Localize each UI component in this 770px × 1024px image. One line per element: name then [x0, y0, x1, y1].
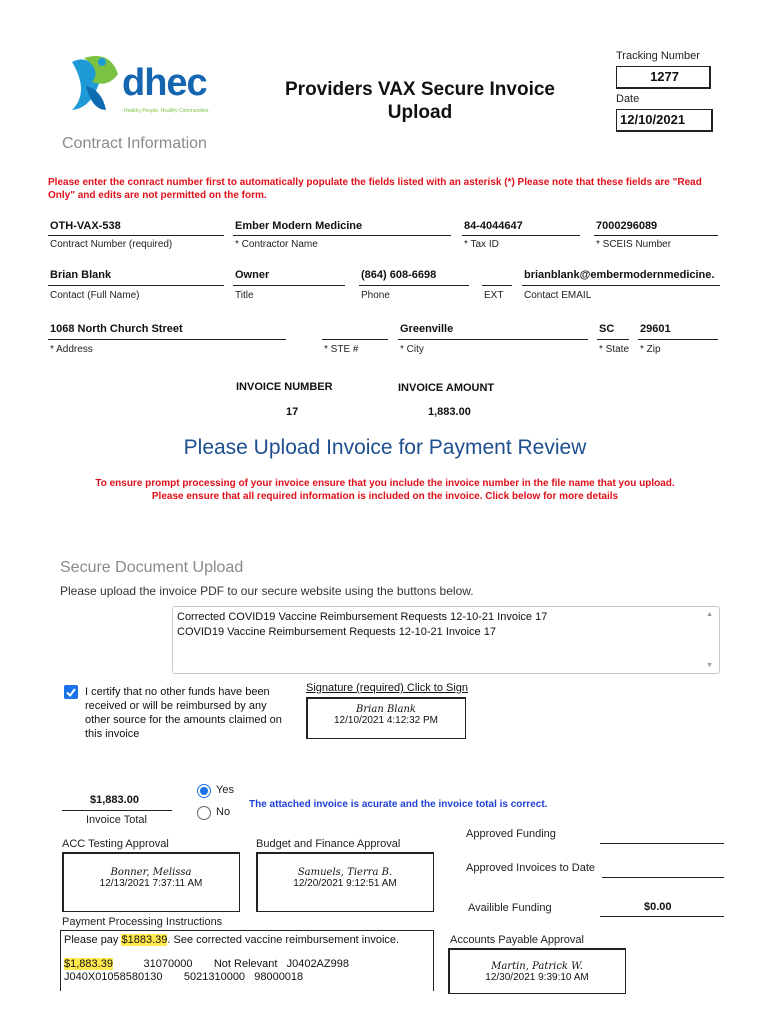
yes-radio[interactable] — [197, 784, 211, 798]
budget-approval-label: Budget and Finance Approval — [256, 838, 401, 850]
payment-instructions-box[interactable] — [60, 930, 434, 991]
contract-notice: Please enter the conract number first to automatically populate the fields listed with an asterisk (*) Please note that these fields are "Read Only" and edits are not permitted on the form. — [48, 177, 702, 201]
invoice-number-label: INVOICE NUMBER — [236, 381, 333, 393]
signature-label: Signature (required) Click to Sign — [306, 682, 469, 694]
accuracy-statement: The attached invoice is acurate and the invoice total is correct. — [249, 799, 548, 810]
signature-date: 12/10/2021 4:12:32 PM — [334, 715, 438, 726]
payment-line-3: J040X01058580130 5021310000 98000018 — [64, 971, 304, 983]
yes-label: Yes — [216, 784, 234, 796]
contract-section-title: Contract Information — [62, 135, 207, 152]
provider-signature-box[interactable] — [306, 697, 466, 739]
payment-instructions-label: Payment Processing Instructions — [62, 916, 223, 928]
upload-heading: Please Upload Invoice for Payment Review — [183, 436, 587, 459]
invoice-amount-label: INVOICE AMOUNT — [398, 382, 495, 394]
available-funding-value: $0.00 — [644, 901, 672, 913]
approved-invoices-label: Approved Invoices to Date — [466, 862, 596, 874]
date-label: Date — [616, 93, 640, 105]
date-field[interactable]: 12/10/2021 — [616, 109, 713, 132]
uploaded-files-list[interactable] — [172, 606, 720, 674]
dhec-logo — [62, 48, 228, 120]
title-line-1: Providers VAX Secure Invoice — [285, 79, 555, 100]
acc-approval-signature[interactable]: Bonner, Melissa 12/13/2021 7:37:11 AM — [62, 852, 240, 912]
no-label: No — [216, 806, 231, 818]
logo-text: dhec — [122, 62, 207, 104]
ap-approval-label: Accounts Payable Approval — [450, 934, 584, 946]
uploaded-file-item[interactable]: Corrected COVID19 Vaccine Reimbursement Requests 12-10-21 Invoice 17 — [177, 611, 548, 623]
title-line-2: Upload — [387, 102, 453, 123]
signature-name: Brian Blank — [356, 704, 416, 715]
invoice-amount-value[interactable]: 1,883.00 — [428, 406, 471, 418]
acc-approval-label: ACC Testing Approval — [62, 838, 169, 850]
invoice-total-label: Invoice Total — [86, 814, 147, 826]
upload-notice-line-2: Please ensure that all required information is included on the invoice. Click below for more details — [151, 491, 619, 502]
tracking-label: Tracking Number — [616, 50, 700, 62]
secure-upload-section-title: Secure Document Upload — [60, 559, 244, 576]
certify-text: I certify that no other funds have been received or will be reimbursed by any other source for the amounts claimed on this invoice — [85, 686, 282, 740]
available-funding-label: Availible Funding — [468, 902, 552, 914]
tracking-number-field[interactable]: 1277 — [616, 66, 711, 89]
uploaded-file-item[interactable]: COVID19 Vaccine Reimbursement Requests 12-10-21 Invoice 17 — [177, 626, 496, 638]
scroll-down-icon[interactable]: ▼ — [706, 662, 713, 669]
invoice-number-value[interactable]: 17 — [286, 406, 299, 418]
upload-instruction: Please upload the invoice PDF to our secure website using the buttons below. — [60, 584, 474, 598]
scroll-up-icon[interactable]: ▲ — [706, 611, 713, 618]
payment-line-2: $1,883.39 31070000 Not Relevant J0402AZ998 — [64, 958, 349, 970]
ap-approval-signature[interactable]: Martin, Patrick W. 12/30/2021 9:39:10 AM — [448, 948, 626, 994]
invoice-total-value[interactable]: $1,883.00 — [90, 794, 139, 806]
checkmark-icon — [64, 685, 78, 699]
logo-mark-icon — [62, 52, 122, 114]
upload-notice-line-1: To ensure prompt processing of your invoice ensure that you include the invoice number in the file name that you upload. — [95, 478, 675, 489]
logo-tagline: Healthy People. Healthy Communities. — [124, 108, 210, 114]
budget-approval-signature[interactable]: Samuels, Tierra B. 12/20/2021 9:12:51 AM — [256, 852, 434, 912]
page-title — [270, 78, 570, 124]
payment-line-1: Please pay $1883.39. See corrected vaccine reimbursement invoice. — [64, 934, 400, 946]
certify-checkbox[interactable] — [64, 685, 78, 699]
no-radio[interactable] — [197, 806, 211, 820]
approved-funding-label: Approved Funding — [466, 828, 556, 840]
